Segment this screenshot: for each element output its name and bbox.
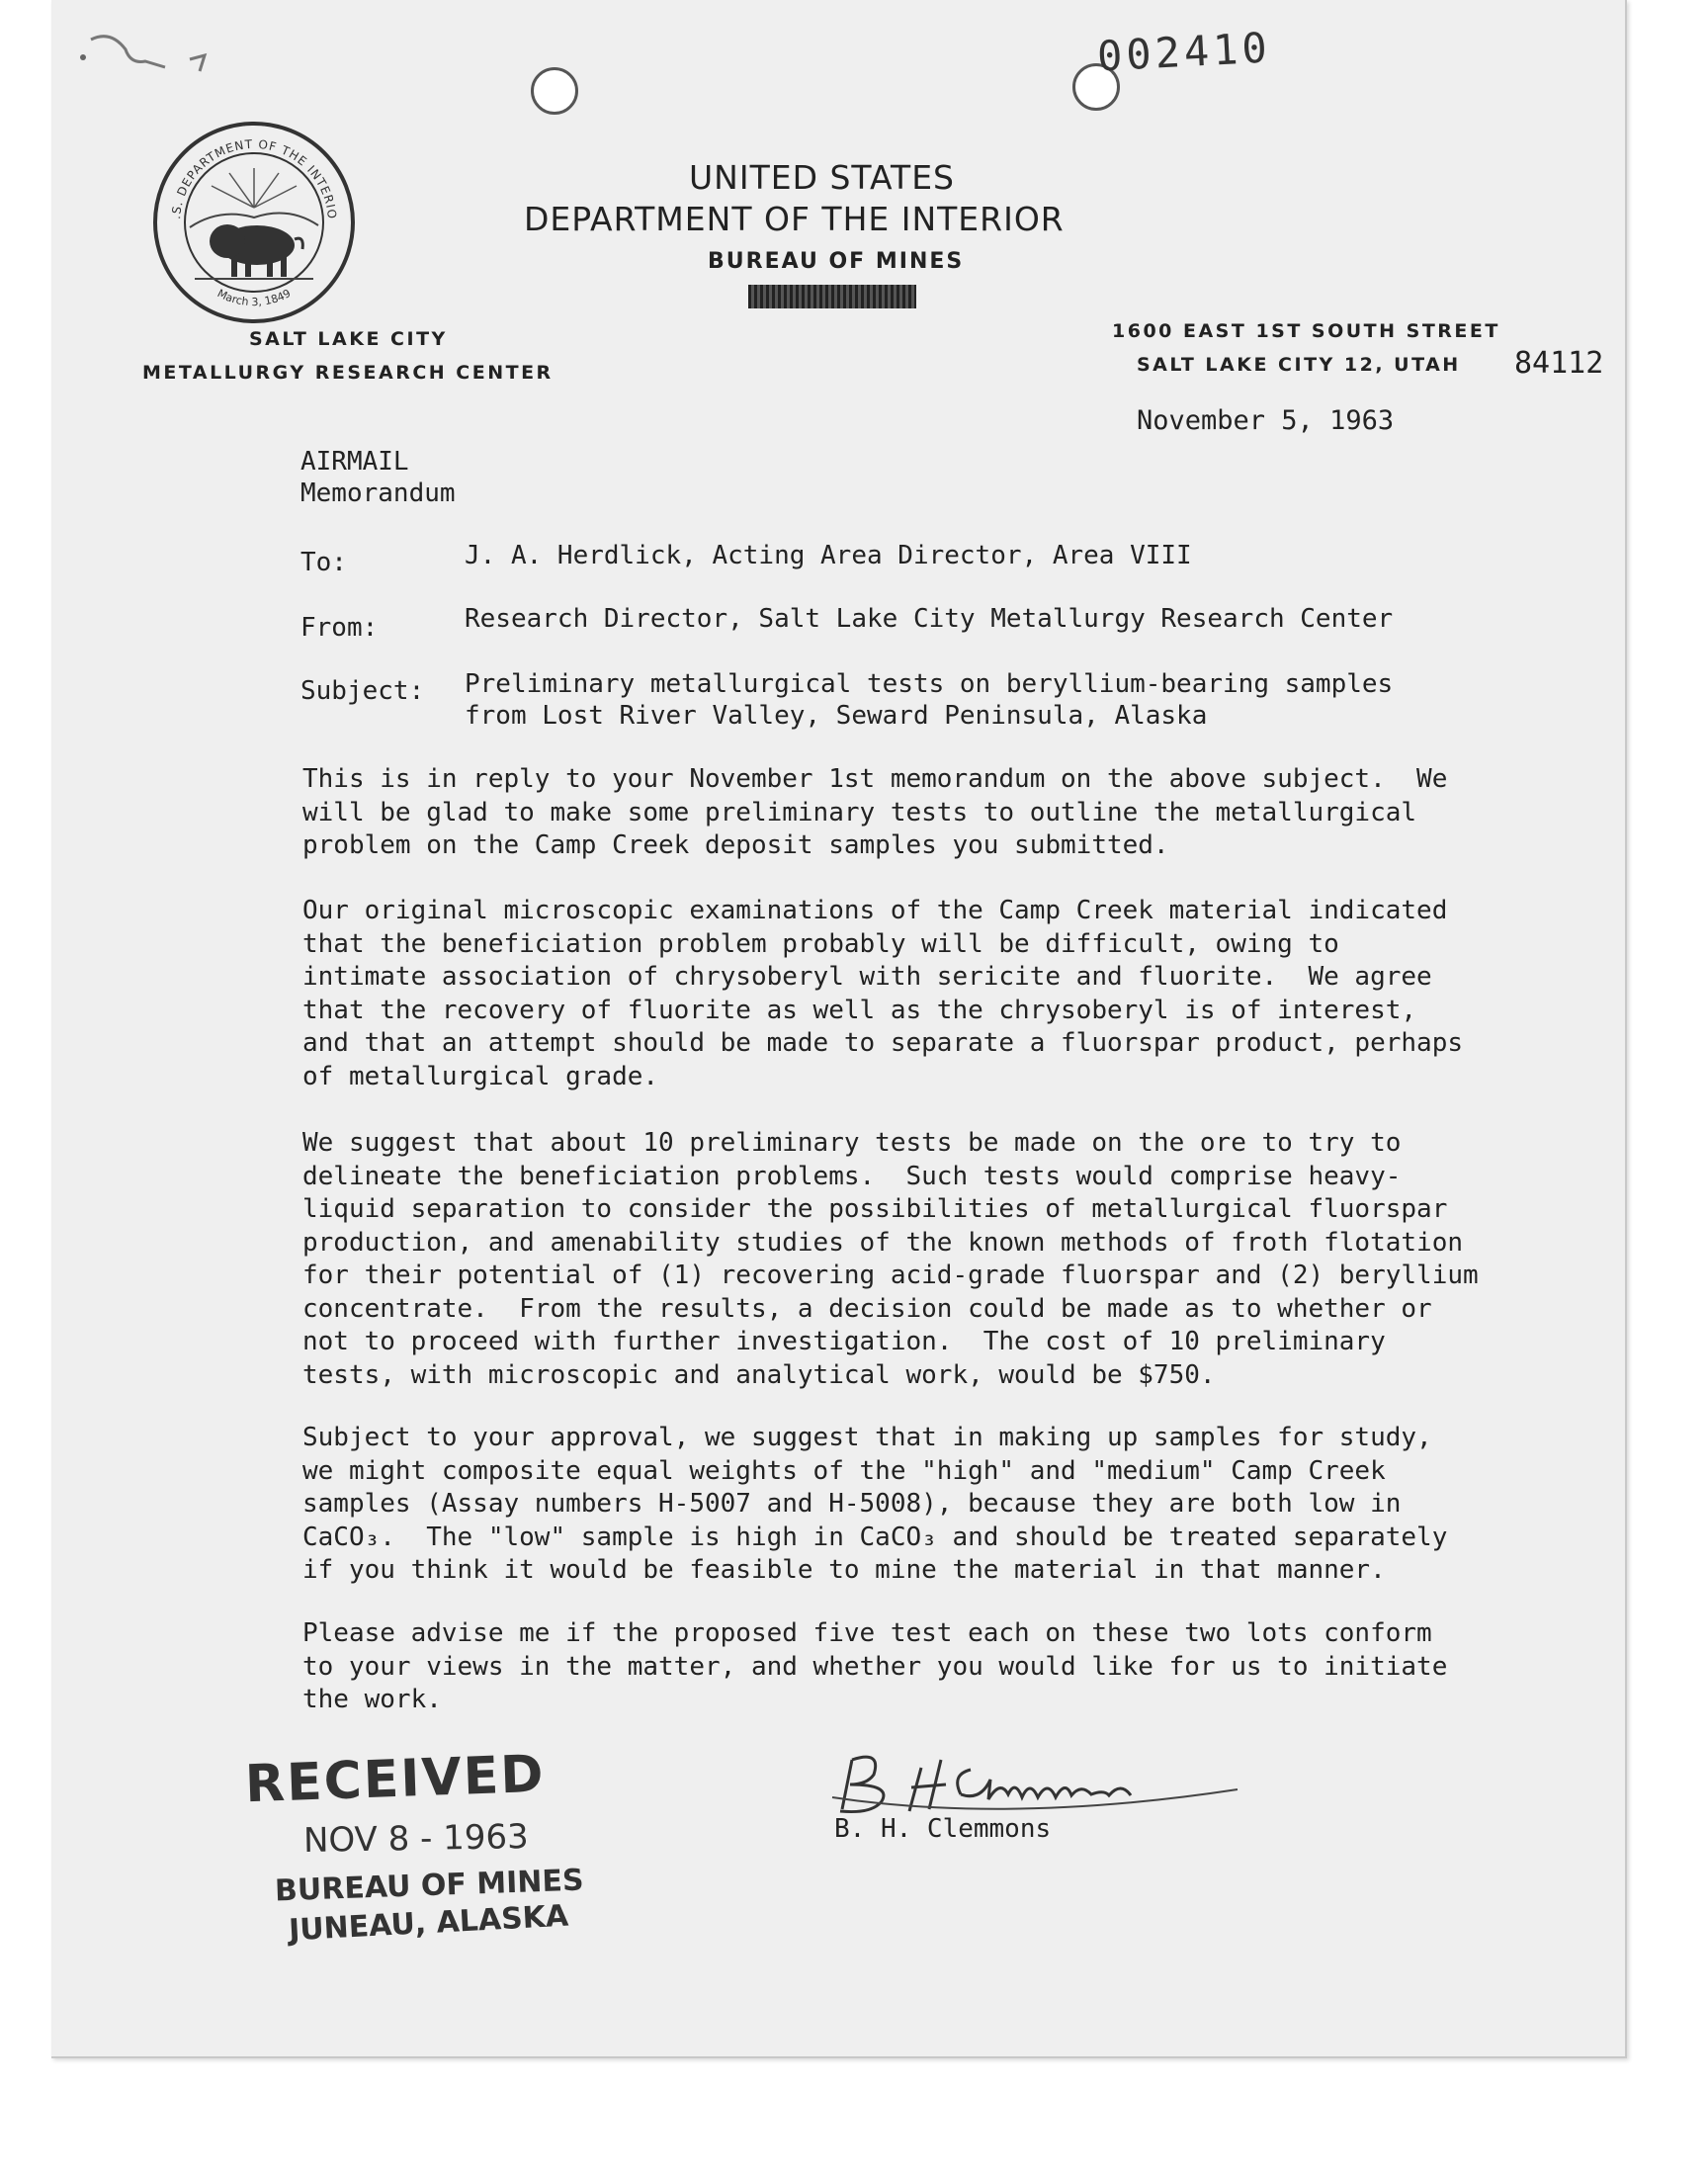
struck-out-word: [748, 285, 916, 308]
department-seal: [150, 119, 358, 326]
subject-label: Subject:: [300, 676, 425, 706]
from-label: From:: [300, 613, 379, 643]
paragraph-2: Our original microscopic examinations of the Camp Creek material indicated that the beneficiation problem probably will be difficult, owing to intimate association of chrysoberyl with sericite and fluorite. We agree that the recovery of fluorite as well as the chrysoberyl is of interest, and that an attempt should be made to separate a fluorspar product, perhaps of metallurgical grade.: [302, 896, 1463, 1091]
corner-smudge: [71, 20, 210, 84]
received-stamp-date: NOV 8 - 1963: [302, 1817, 530, 1861]
bison-icon: [210, 224, 302, 277]
signature-typed-name: B. H. Clemmons: [834, 1814, 1052, 1844]
seal-ring-text: .S. DEPARTMENT OF THE INTERIO: [169, 136, 340, 220]
received-stamp-bureau: BUREAU OF MINES: [274, 1863, 585, 1909]
subject-value: Preliminary metallurgical tests on beryllium-bearing samples from Lost River Valley, Seward Peninsula, Alaska: [465, 669, 1394, 731]
to-value: J. A. Herdlick, Acting Area Director, Area VIII: [465, 541, 1192, 570]
document-type: Memorandum: [300, 478, 456, 508]
paragraph-4: Subject to your approval, we suggest that in making up samples for study, we might composite equal weights of the "high" and "medium" Camp Creek samples (Assay numbers H-5007 and H-5008), because they are both low in CaCO₃. The "low" sample is high in CaCO₃ and should be treated separately if you think it would be feasible to mine the material in that manner.: [302, 1423, 1448, 1585]
seal-date: March 3, 1849: [214, 287, 294, 309]
paragraph-1: This is in reply to your November 1st memorandum on the above subject. We will be glad to make some preliminary tests to outline the metallurgical problem on the Camp Creek deposit samples you submitted.: [302, 764, 1448, 860]
received-stamp-title: RECEIVED: [244, 1744, 547, 1815]
left-address-center: METALLURGY RESEARCH CENTER: [142, 362, 554, 384]
document-number: 002410: [1095, 23, 1272, 81]
struck-out-word-text: [748, 285, 845, 305]
svg-text:U.S. DEPARTMENT OF THE INTERIO: [150, 119, 339, 220]
right-address-street: 1600 EAST 1ST SOUTH STREET: [1112, 320, 1500, 342]
header-line-1: UNITED STATES: [689, 158, 955, 197]
to-label: To:: [300, 548, 347, 577]
delivery-method: AIRMAIL: [300, 447, 409, 477]
punch-hole-left: [531, 67, 578, 115]
paragraph-3: We suggest that about 10 preliminary tests be made on the ore to try to delineate the beneficiation problems. Such tests would comprise heavy- liquid separation to consider the possibilities of metallurgical fluorspar production, and amenability studies of the known methods of froth flotation for their potential of (1) recovering acid-grade fluorspar and (2) beryllium concentrate. From the results, a decision could be made as to whether or not to proceed with further investigation. The cost of 10 preliminary tests, with microscopic and analytical work, would be $750.: [302, 1128, 1479, 1390]
letter-date: November 5, 1963: [1137, 405, 1395, 436]
svg-text:March 3, 1849: [215, 287, 294, 308]
header-line-2: DEPARTMENT OF THE INTERIOR: [524, 200, 1065, 238]
right-address-city: SALT LAKE CITY 12, UTAH: [1137, 354, 1461, 376]
header-line-3: BUREAU OF MINES: [708, 249, 965, 274]
right-address-zip: 84112: [1514, 346, 1604, 381]
document-page: [51, 0, 1627, 2058]
received-stamp-location: JUNEAU, ALASKA: [288, 1898, 569, 1949]
paragraph-5: Please advise me if the proposed five test each on these two lots conform to your views in the matter, and whether you would like for us to initiate the work.: [302, 1618, 1448, 1714]
left-address-city: SALT LAKE CITY: [249, 328, 448, 350]
from-value: Research Director, Salt Lake City Metallurgy Research Center: [465, 604, 1394, 634]
